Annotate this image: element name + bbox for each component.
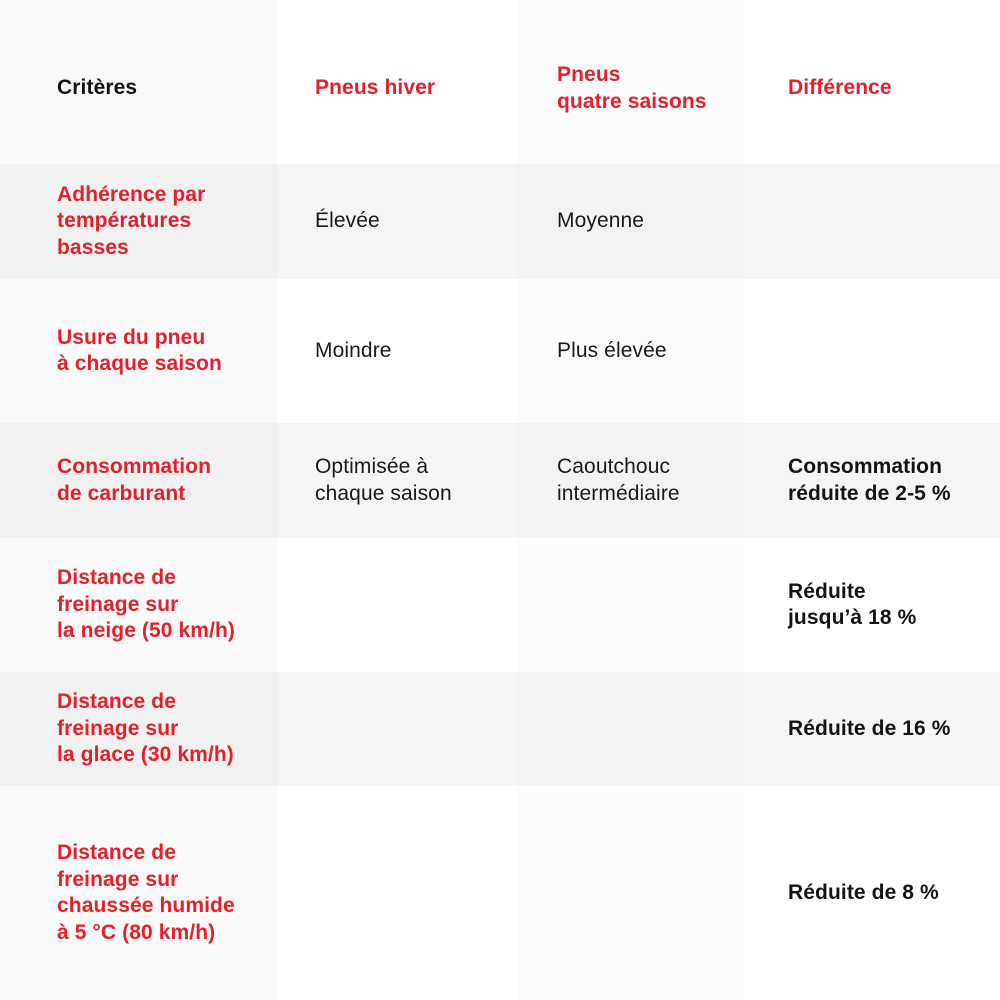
criterion-cell [0, 279, 277, 423]
difference-value: Consommation réduite de 2-5 % [788, 455, 951, 505]
criterion-label: Distance de freinage sur la glace (30 km/h) [57, 690, 234, 767]
all-season-cell [517, 423, 744, 538]
all-season-value: Caoutchouc intermédiaire [557, 455, 680, 505]
header-all-season-tires: Pneus quatre saisons [557, 63, 707, 113]
all-season-value: Plus élevée [557, 338, 667, 362]
header-cell-all-season [517, 0, 744, 164]
criterion-label: Usure du pneu à chaque saison [57, 325, 222, 375]
winter-cell [277, 423, 517, 538]
difference-cell [744, 672, 1000, 786]
criterion-label: Distance de freinage sur la neige (50 km/h) [57, 566, 236, 643]
table-row [0, 786, 1000, 1000]
difference-cell [744, 786, 1000, 1000]
header-cell-difference [744, 0, 1000, 164]
difference-value: Réduite de 8 % [788, 880, 939, 904]
all-season-cell [517, 164, 744, 279]
table-row [0, 672, 1000, 786]
winter-value: Élevée [315, 209, 380, 233]
difference-cell [744, 538, 1000, 672]
winter-value: Optimisée à chaque saison [315, 455, 452, 505]
criterion-label: Distance de freinage sur chaussée humide à 5 °C (80 km/h) [57, 841, 235, 944]
criterion-label: Adhérence par températures basses [57, 182, 206, 259]
all-season-cell [517, 672, 744, 786]
header-winter-tires: Pneus hiver [315, 76, 436, 99]
difference-cell [744, 164, 1000, 279]
difference-cell [744, 279, 1000, 423]
table-row [0, 538, 1000, 672]
winter-cell [277, 672, 517, 786]
criterion-label: Consommation de carburant [57, 455, 212, 505]
all-season-cell [517, 538, 744, 672]
difference-value: Réduite jusqu’à 18 % [788, 579, 917, 629]
winter-cell [277, 279, 517, 423]
winter-cell [277, 164, 517, 279]
header-cell-winter [277, 0, 517, 164]
table-header-row [0, 0, 1000, 164]
table-row [0, 279, 1000, 423]
winter-cell [277, 786, 517, 1000]
criterion-cell [0, 786, 277, 1000]
difference-value: Réduite de 16 % [788, 716, 951, 740]
criterion-cell [0, 672, 277, 786]
table-row [0, 164, 1000, 279]
winter-value: Moindre [315, 338, 392, 362]
all-season-cell [517, 786, 744, 1000]
all-season-cell [517, 279, 744, 423]
table-row [0, 423, 1000, 538]
header-difference: Différence [788, 76, 892, 99]
criterion-cell [0, 423, 277, 538]
criterion-cell [0, 538, 277, 672]
criterion-cell [0, 164, 277, 279]
difference-cell [744, 423, 1000, 538]
header-cell-criteria [0, 0, 277, 164]
header-criteria: Critères [57, 76, 138, 99]
winter-cell [277, 538, 517, 672]
all-season-value: Moyenne [557, 209, 645, 233]
